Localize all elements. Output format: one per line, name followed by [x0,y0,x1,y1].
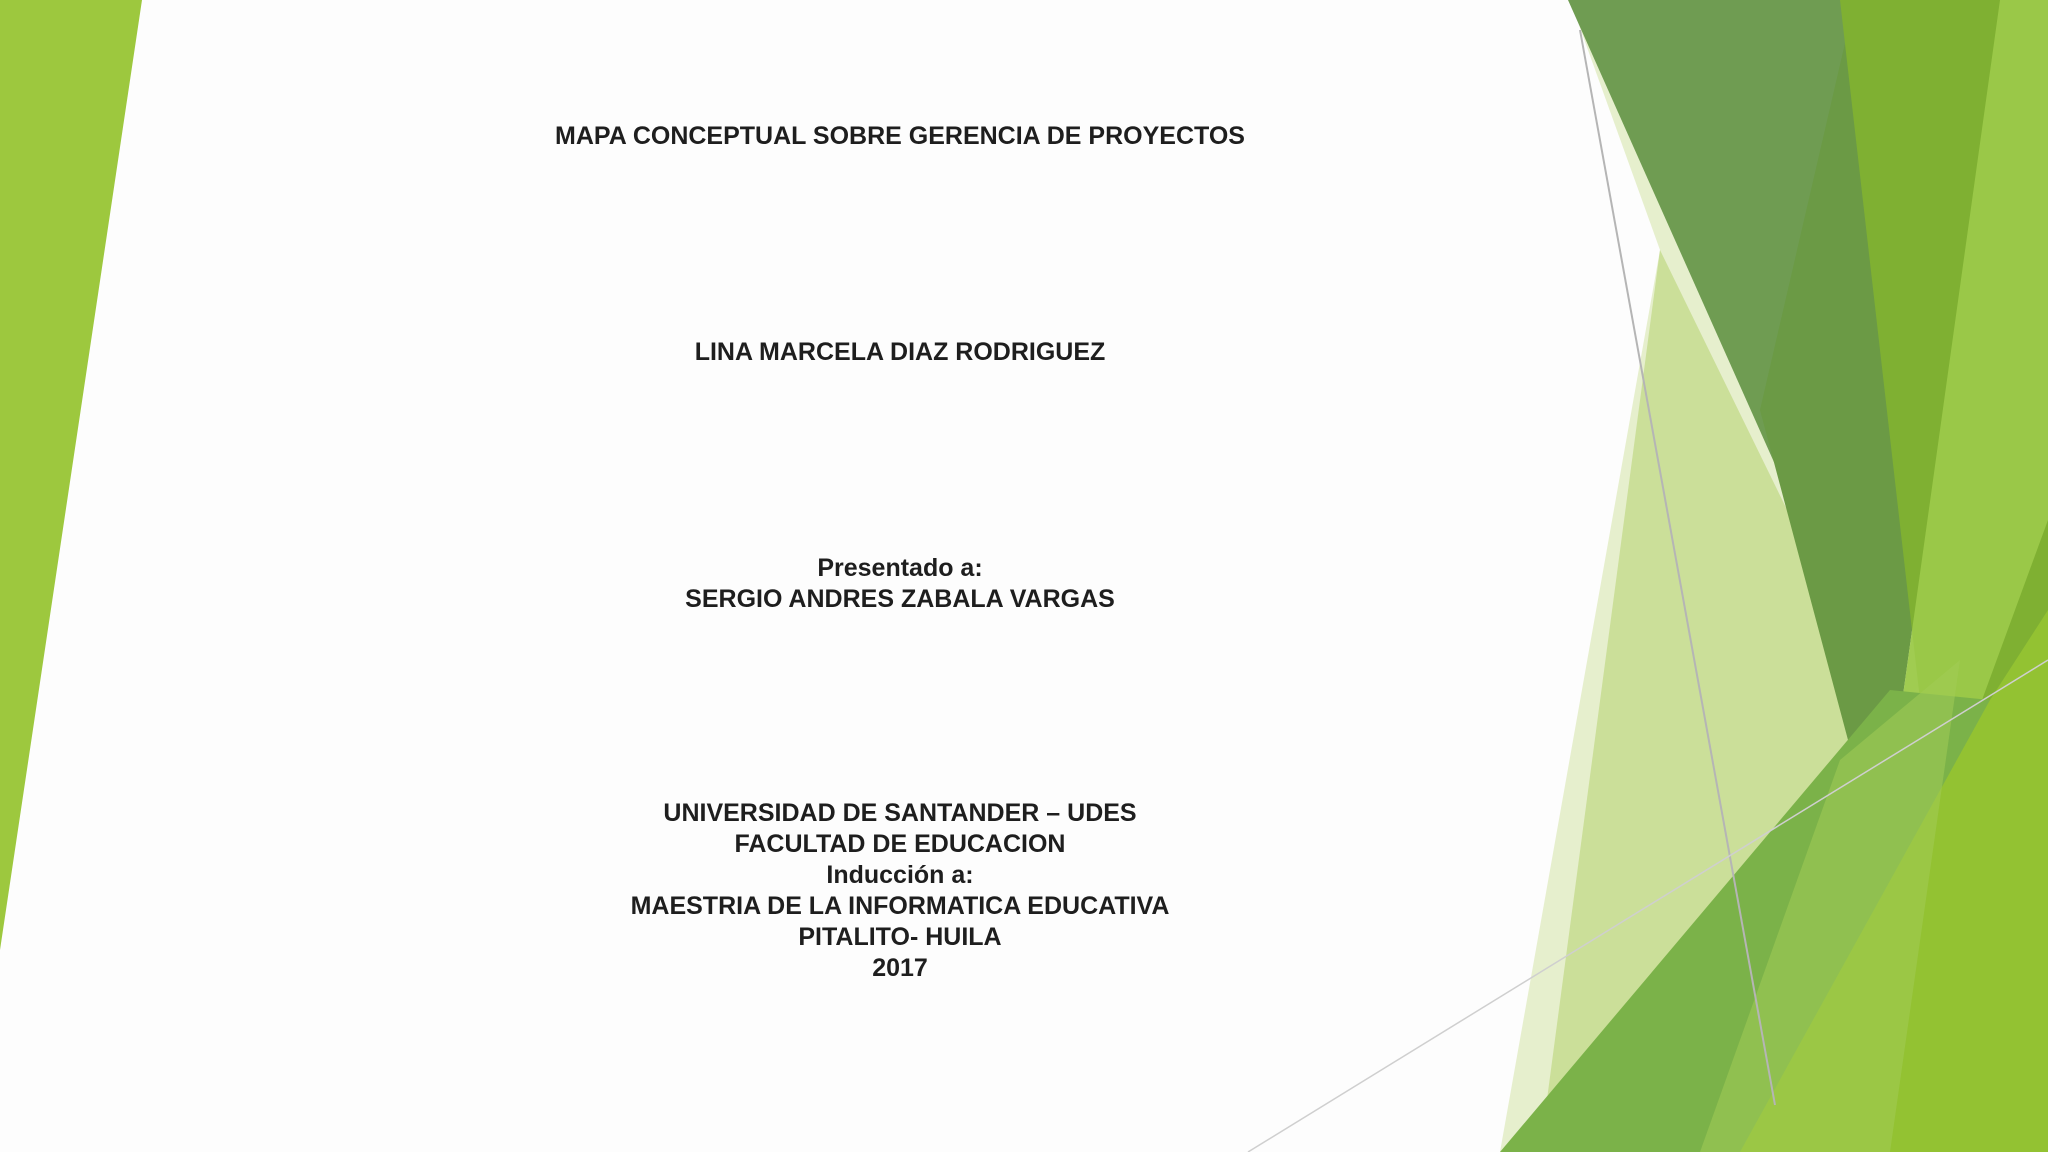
presented-block [520,553,1280,615]
induction-label: Inducción a: [826,861,974,889]
slide-title: MAPA CONCEPTUAL SOBRE GERENCIA DE PROYECTOS [555,122,1245,150]
university-name: UNIVERSIDAD DE SANTANDER – UDES [663,799,1137,827]
author-block [520,337,1280,368]
faculty-name: FACULTAD DE EDUCACION [734,830,1066,858]
presented-to-name: SERGIO ANDRES ZABALA VARGAS [685,585,1115,613]
author-name: LINA MARCELA DIAZ RODRIGUEZ [694,338,1106,366]
program-name: MAESTRIA DE LA INFORMATICA EDUCATIVA [630,892,1170,920]
title-block [520,121,1280,152]
left-green-facet [0,0,142,950]
institution-block [520,798,1280,984]
year-text: 2017 [872,954,928,982]
presented-label: Presentado a: [817,554,983,582]
location-text: PITALITO- HUILA [798,923,1002,951]
